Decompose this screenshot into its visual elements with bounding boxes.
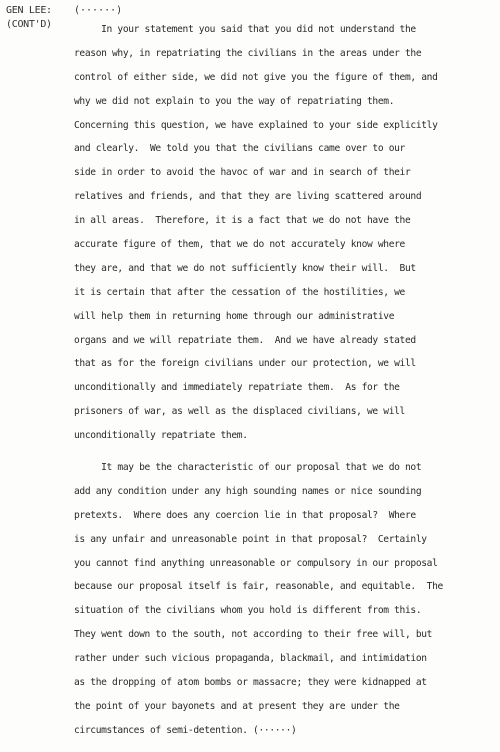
text-line: and clearly. We told you that the civilians came over to our bbox=[74, 143, 405, 155]
text-line: It may be the characteristic of our proposal that we do not bbox=[74, 462, 422, 474]
text-line: why we did not explain to you the way of repatriating them. bbox=[74, 95, 395, 107]
text-line: side in order to avoid the havoc of war and in search of their bbox=[74, 167, 411, 179]
text-line: is any unfair and unreasonable point in that proposal? Certainly bbox=[74, 533, 427, 545]
text-line: unconditionally repatriate them. bbox=[74, 430, 248, 442]
text-line: the point of your bayonets and at present they are under the bbox=[74, 700, 400, 712]
text-line: relatives and friends, and that they are living scattered around bbox=[74, 191, 422, 203]
text-line: in all areas. Therefore, it is a fact that we do not have the bbox=[74, 215, 411, 227]
text-line: accurate figure of them, that we do not accurately know where bbox=[74, 239, 405, 251]
text-line: control of either side, we did not give you the figure of them, and bbox=[74, 71, 438, 83]
text-line: reason why, in repatriating the civilians in the areas under the bbox=[74, 47, 422, 59]
text-line: pretexts. Where does any coercion lie in that proposal? Where bbox=[74, 509, 416, 521]
text-line: will help them in returning home through our administrative bbox=[74, 310, 395, 322]
speaker-name: GEN LEE: bbox=[6, 5, 52, 16]
text-line: prisoners of war, as well as the displaced civilians, we will bbox=[74, 406, 405, 418]
text-line: because our proposal itself is fair, reasonable, and equitable. The bbox=[74, 581, 443, 593]
text-line: you cannot find anything unreasonable or compulsory in our proposal bbox=[74, 557, 438, 569]
text-line: They went down to the south, not according to their free will, but bbox=[74, 629, 433, 641]
text-line: they are, and that we do not sufficiently know their will. But bbox=[74, 262, 416, 274]
transcript-body bbox=[74, 18, 490, 743]
text-line: In your statement you said that you did not understand the bbox=[74, 24, 416, 35]
paragraph bbox=[74, 18, 490, 448]
text-line: unconditionally and immediately repatriate them. As for the bbox=[74, 382, 400, 394]
paragraph-gap bbox=[74, 448, 490, 456]
text-line: organs and we will repatriate them. And we have already stated bbox=[74, 334, 416, 346]
text-line: it is certain that after the cessation of the hostilities, we bbox=[74, 286, 405, 298]
text-line: that as for the foreign civilians under our protection, we will bbox=[74, 358, 416, 370]
speaker-label bbox=[6, 4, 52, 32]
paragraph bbox=[74, 456, 490, 743]
text-line: Concerning this question, we have explained to your side explicitly bbox=[74, 119, 438, 131]
text-line: circumstances of semi-detention. (······) bbox=[74, 724, 297, 736]
text-line: as the dropping of atom bombs or massacre; they were kidnapped at bbox=[74, 677, 427, 689]
continuation-mark: (······) bbox=[74, 5, 123, 16]
speaker-continued: (CONT'D) bbox=[6, 19, 52, 30]
text-line: rather under such vicious propaganda, blackmail, and intimidation bbox=[74, 653, 427, 665]
text-line: situation of the civilians whom you hold is different from this. bbox=[74, 605, 422, 617]
text-line: add any condition under any high sounding names or nice sounding bbox=[74, 485, 422, 497]
